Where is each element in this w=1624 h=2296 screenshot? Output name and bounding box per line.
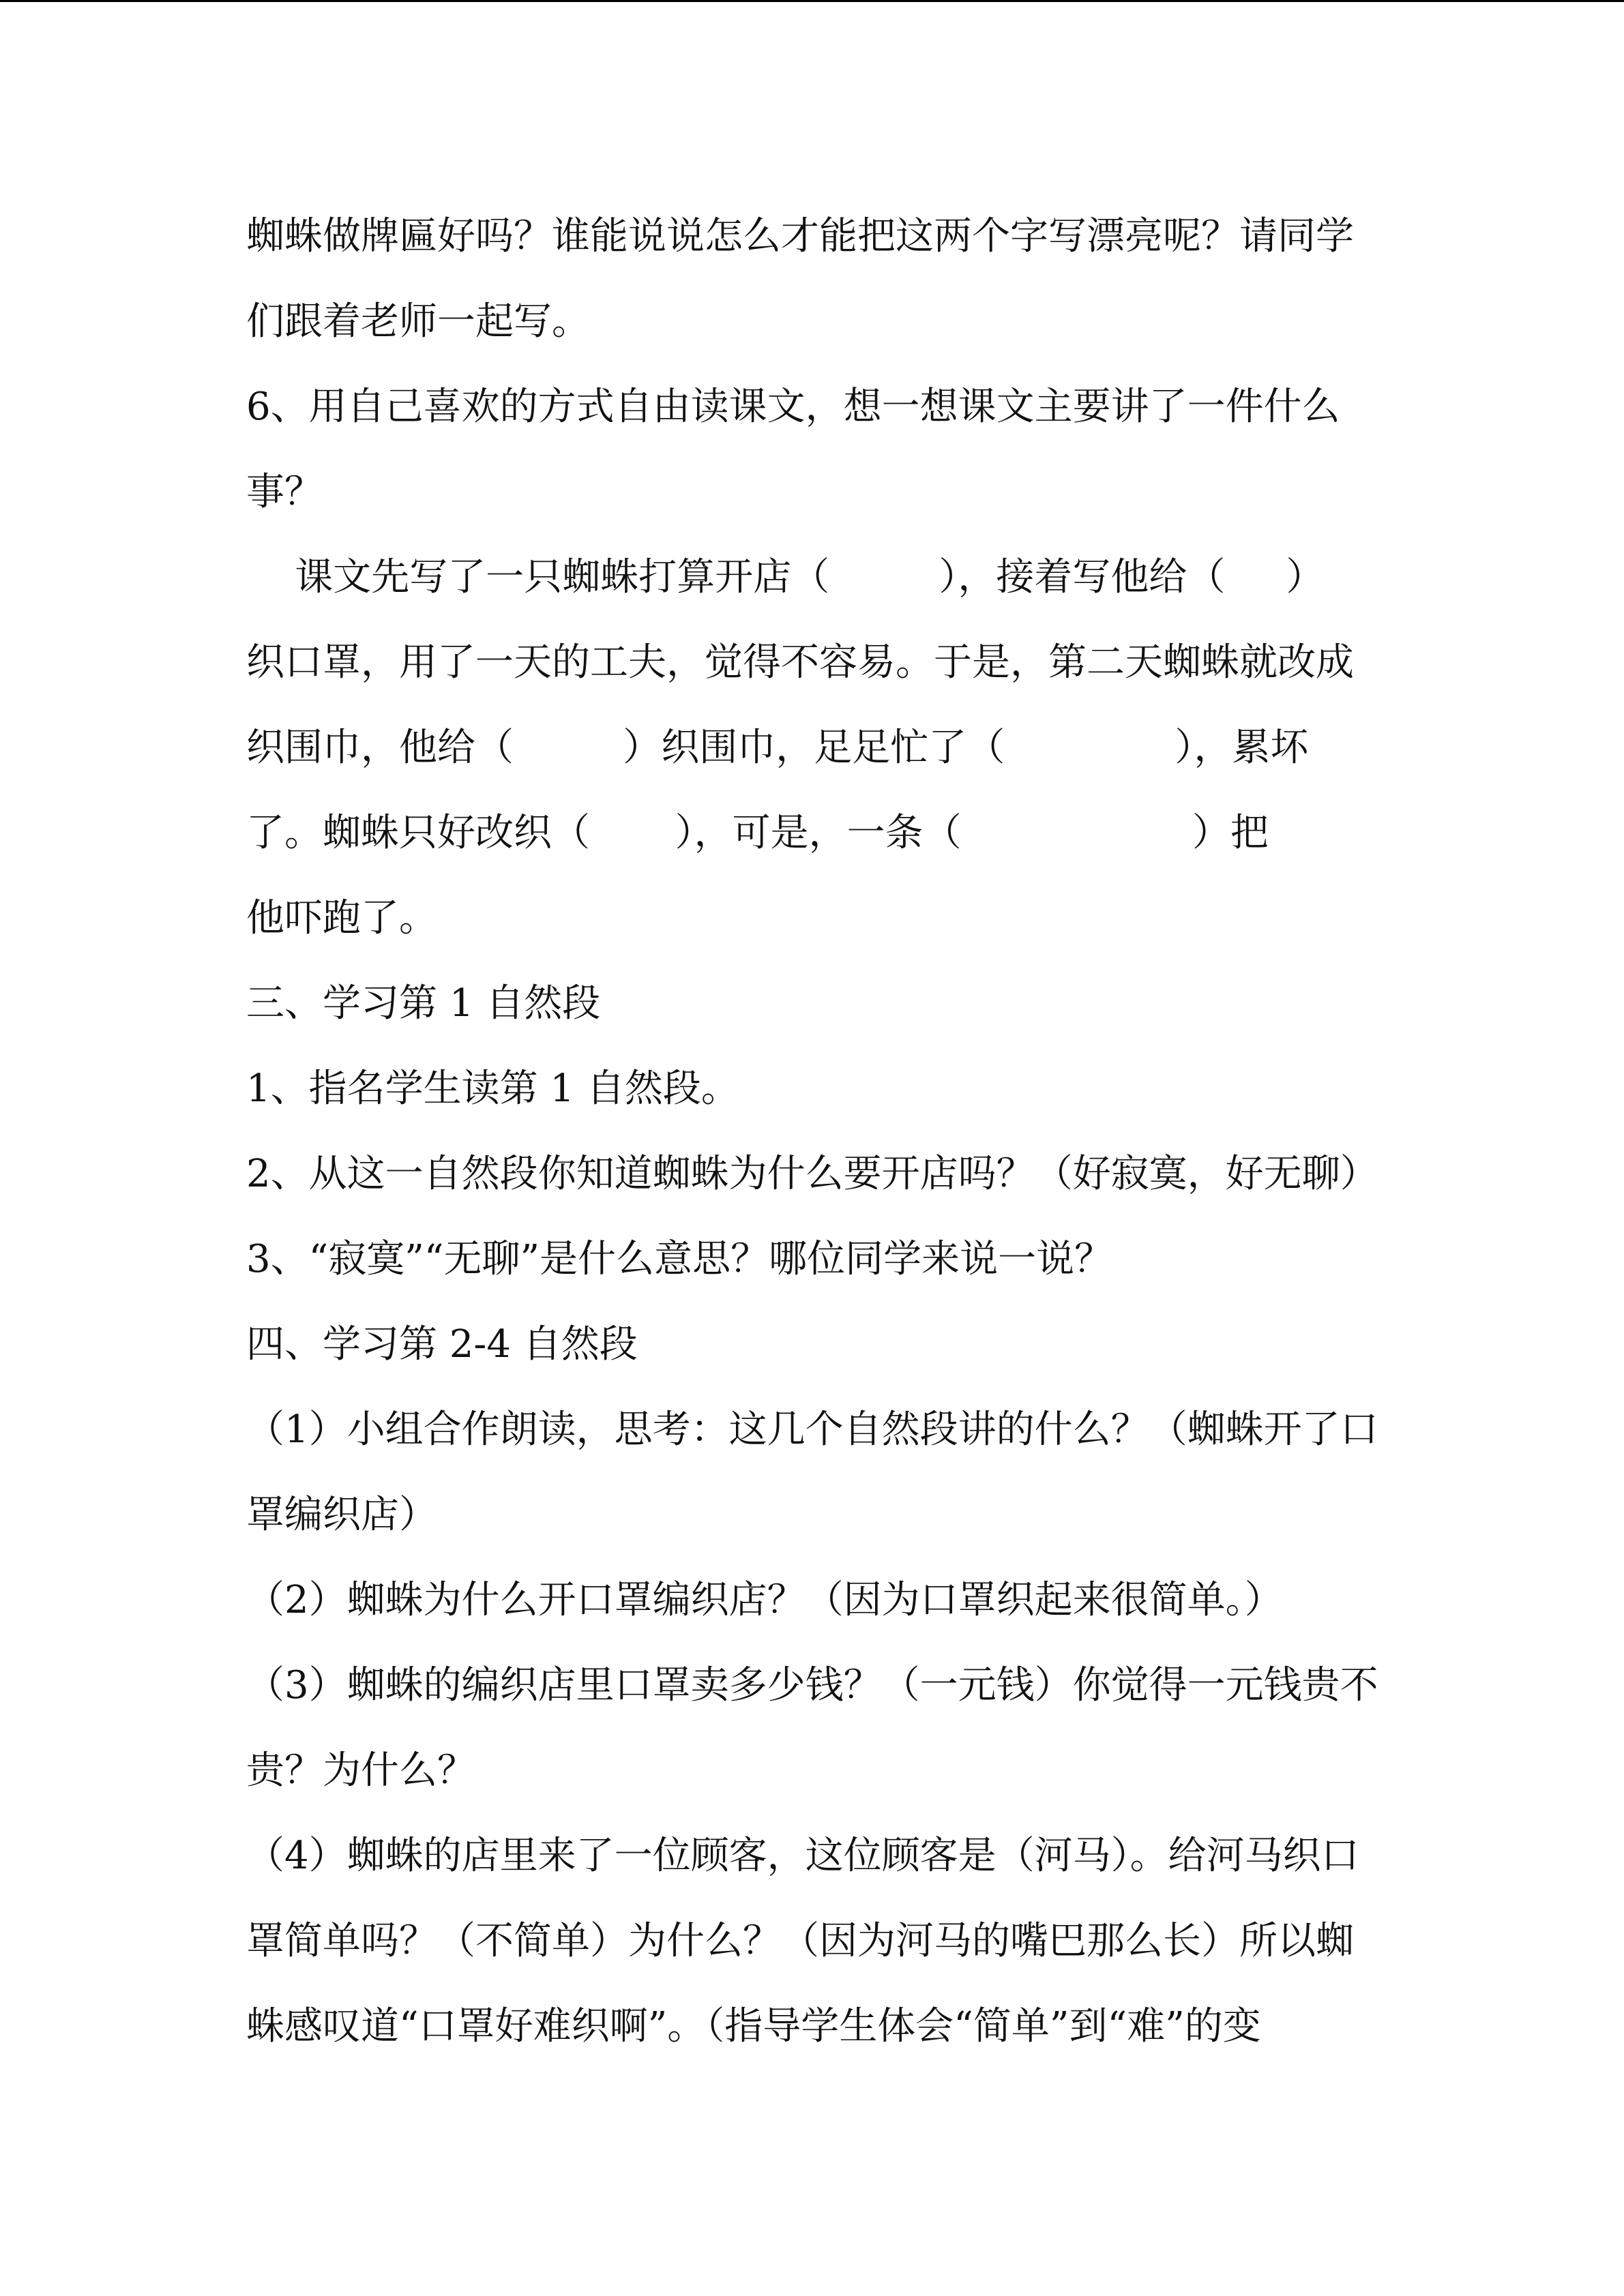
text-line: （4）蜘蛛的店里来了一位顾客，这位顾客是（河马）。给河马织口	[246, 1834, 1359, 1878]
text-line: 6、用自己喜欢的方式自由读课文，想一想课文主要讲了一件什么	[246, 385, 1340, 429]
text-line: 1、指名学生读第 1 自然段。	[246, 1067, 739, 1111]
text-line: 蜘蛛做牌匾好吗？谁能说说怎么才能把这两个字写漂亮呢？请同学	[246, 214, 1354, 258]
text-line: 了。蜘蛛只好改织（ ），可是，一条（ ）把	[246, 811, 1269, 855]
text-line: 织口罩，用了一天的工夫，觉得不容易。于是，第二天蜘蛛就改成	[246, 640, 1354, 685]
text-line: （2）蜘蛛为什么开口罩编织店？（因为口罩织起来很简单。）	[246, 1578, 1283, 1622]
text-line: 罩简单吗？（不简单）为什么？（因为河马的嘴巴那么长）所以蜘	[246, 1919, 1354, 1963]
text-line: 们跟着老师一起写。	[246, 299, 590, 344]
text-line: 贵？为什么？	[246, 1748, 475, 1793]
text-line: （3）蜘蛛的编织店里口罩卖多少钱？（一元钱）你觉得一元钱贵不	[246, 1663, 1378, 1708]
text-line: 织围巾，他给（ ）织围巾，足足忙了（ ），累坏	[246, 726, 1309, 770]
text-line: 3、“寂寞”“无聊”是什么意思？哪位同学来说一说？	[246, 1237, 1113, 1281]
text-line: 他吓跑了。	[246, 896, 437, 940]
text-line: 蛛感叹道“口罩好难织啊”。（指导学生体会“简单”到“难”的变	[246, 2004, 1261, 2048]
text-line: 2、从这一自然段你知道蜘蛛为什么要开店吗？（好寂寞，好无聊）	[246, 1152, 1378, 1196]
section-heading: 三、学习第 1 自然段	[246, 981, 601, 1026]
text-line: （1）小组合作朗读，思考：这几个自然段讲的什么？（蜘蛛开了口	[246, 1407, 1378, 1452]
text-line: 课文先写了一只蜘蛛打算开店（ ），接着写他给（ ）	[246, 555, 1325, 599]
text-line: 事？	[246, 470, 323, 514]
text-line: 罩编织店）	[246, 1493, 437, 1537]
section-heading: 四、学习第 2-4 自然段	[246, 1322, 638, 1367]
